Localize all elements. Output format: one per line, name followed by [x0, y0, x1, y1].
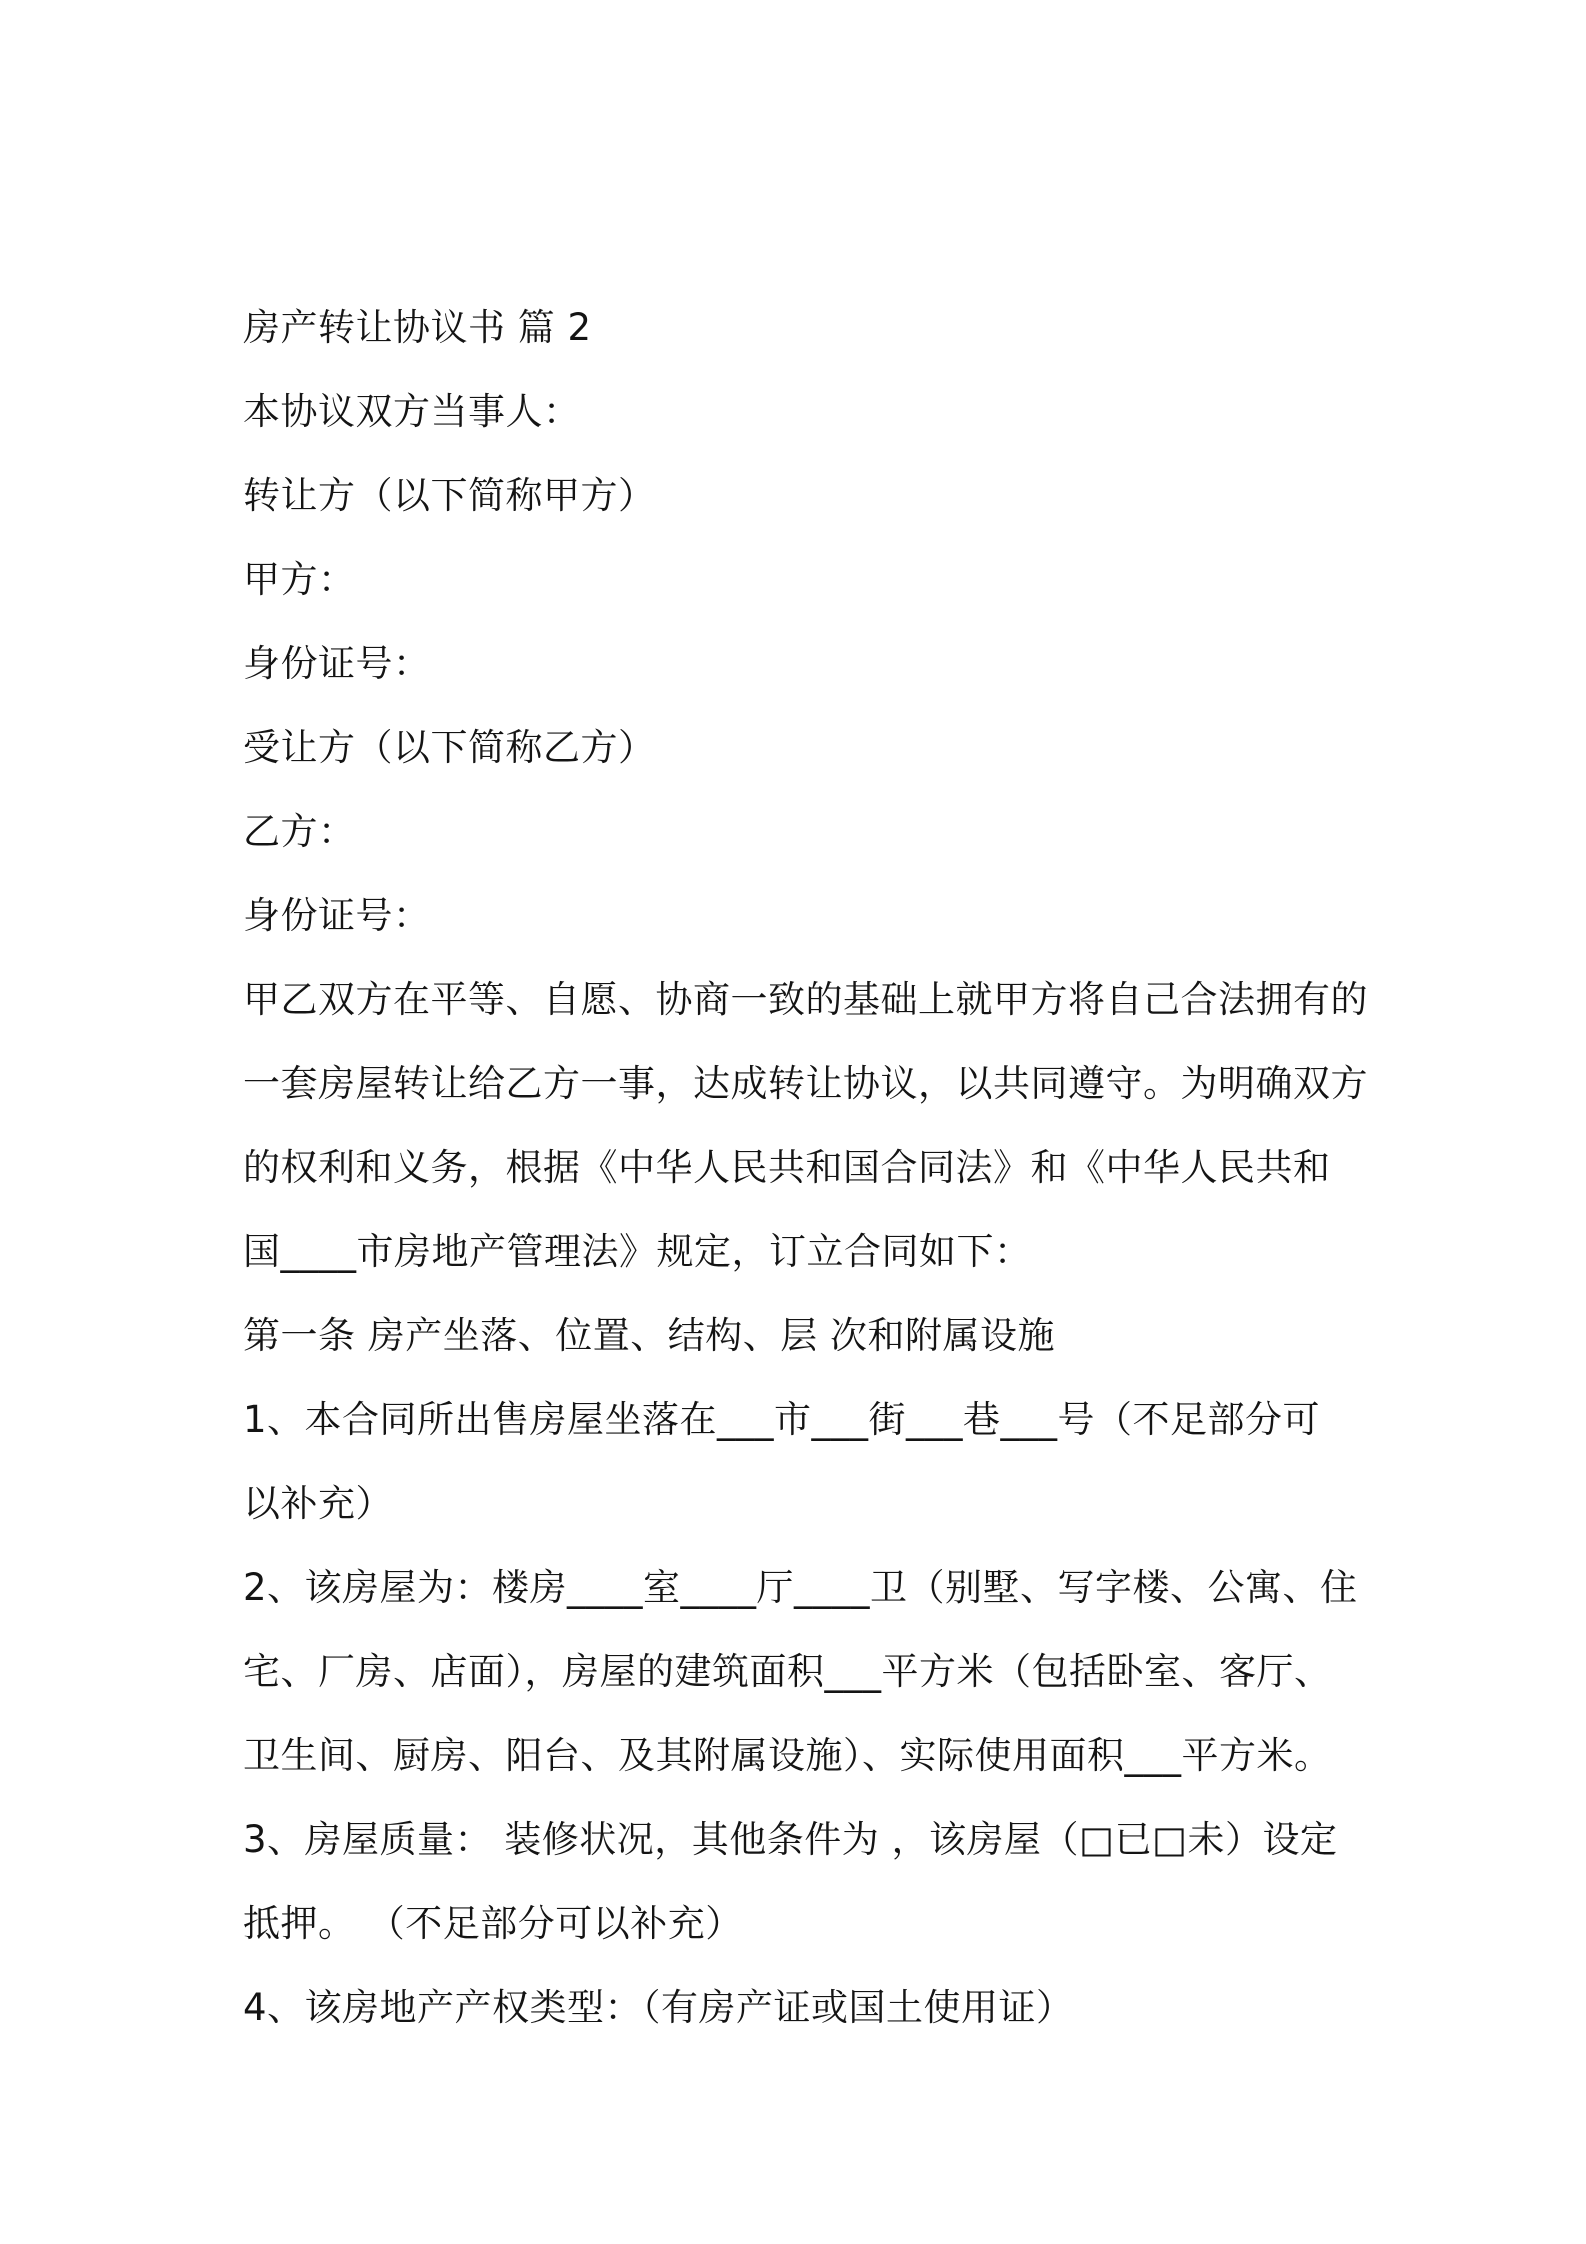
text-line: 甲方： [243, 558, 356, 601]
text-line: 1、本合同所出售房屋坐落在___市___街___巷___号（不足部分可 [243, 1398, 1321, 1441]
text-line: 身份证号： [243, 642, 431, 685]
text-line: 乙方： [243, 810, 356, 853]
document-body [243, 286, 1368, 2050]
text-line: 受让方（以下简称乙方） [243, 726, 656, 769]
text-line: 2、该房屋为：楼房____室____厅____卫（别墅、写字楼、公寓、住 [243, 1566, 1358, 1609]
text-line: 转让方（以下简称甲方） [243, 474, 656, 517]
section-heading: 第一条 房产坐落、位置、结构、层 次和附属设施 [243, 1314, 1056, 1357]
text-line: 一套房屋转让给乙方一事，达成转让协议，以共同遵守。为明确双方 [243, 1062, 1368, 1105]
text-line: 卫生间、厨房、阳台、及其附属设施）、实际使用面积___平方米。 [243, 1734, 1332, 1777]
text-line: 国____市房地产管理法》规定，订立合同如下： [243, 1230, 1032, 1273]
text-line: 宅、厂房、店面），房屋的建筑面积___平方米（包括卧室、客厅、 [243, 1650, 1332, 1693]
text-line: 的权利和义务，根据《中华人民共和国合同法》和《中华人民共和 [243, 1146, 1331, 1189]
text-line: 身份证号： [243, 894, 431, 937]
text-line: 本协议双方当事人： [243, 390, 581, 433]
text-line: 3、房屋质量： 装修状况，其他条件为 ，该房屋（□已□未）设定 [243, 1818, 1338, 1861]
text-line: 抵押。 （不足部分可以补充） [243, 1902, 743, 1945]
document-title: 房产转让协议书 篇 2 [243, 306, 592, 349]
text-line: 4、该房地产产权类型：（有房产证或国土使用证） [243, 1986, 1074, 2029]
text-line: 以补充） [243, 1482, 393, 1525]
text-line: 甲乙双方在平等、自愿、协商一致的基础上就甲方将自己合法拥有的 [243, 978, 1368, 1021]
